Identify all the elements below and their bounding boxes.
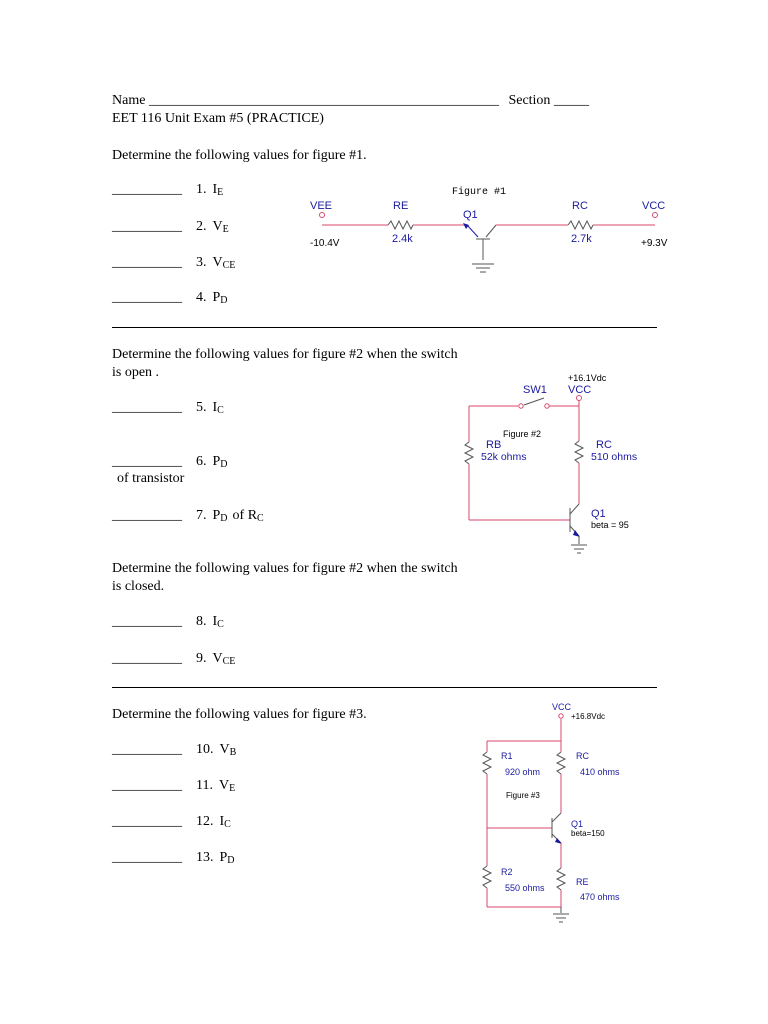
figure-3-title: Figure #3 — [506, 791, 540, 800]
answer-blank[interactable]: __________ — [112, 255, 182, 270]
question-number: 2. — [196, 219, 207, 234]
subscript: B — [229, 747, 237, 758]
supply-value: +16.8Vdc — [571, 712, 606, 721]
subscript: C — [217, 619, 224, 630]
subscript: E — [229, 783, 236, 794]
question-1 — [112, 182, 223, 200]
beta-value: beta = 95 — [591, 520, 629, 530]
question-number: 8. — [196, 614, 207, 629]
tail-subscript: C — [257, 513, 264, 524]
answer-blank[interactable]: __________ — [112, 400, 182, 415]
r2-label: R2 — [501, 867, 513, 877]
instruction-3-line2: is closed. — [112, 579, 165, 594]
subscript: D — [220, 295, 228, 306]
vcc-value: +9.3V — [641, 238, 668, 249]
r2-resistor — [483, 866, 491, 888]
answer-blank[interactable]: __________ — [112, 651, 182, 666]
rc-value: 410 ohms — [580, 767, 620, 777]
answer-blank[interactable]: __________ — [112, 454, 182, 469]
question-number: 5. — [196, 400, 207, 415]
rc-value: 2.7k — [571, 233, 592, 245]
q1-emitter — [467, 225, 478, 237]
exam-title: EET 116 Unit Exam #5 (PRACTICE) — [112, 111, 324, 126]
figure-1-title: Figure #1 — [452, 187, 507, 198]
rc-label: RC — [596, 439, 612, 451]
section-blank[interactable]: _____ — [553, 93, 589, 108]
answer-blank[interactable]: __________ — [112, 850, 182, 865]
question-5 — [112, 400, 224, 418]
r1-value: 920 ohm — [505, 767, 541, 777]
symbol: V — [212, 255, 223, 270]
vcc-terminal — [653, 213, 658, 218]
symbol: P — [212, 290, 221, 305]
rc-resistor — [557, 752, 565, 774]
figure-1-schematic — [300, 180, 690, 280]
figure-2-schematic — [455, 368, 665, 558]
question-10 — [112, 742, 236, 760]
question-number: 4. — [196, 290, 207, 305]
symbol: I — [212, 182, 218, 197]
rb-label: RB — [486, 439, 502, 451]
q1-label: Q1 — [591, 508, 606, 520]
question-number: 3. — [196, 255, 207, 270]
subscript: CE — [222, 656, 236, 667]
divider — [112, 327, 657, 328]
question-number: 13. — [196, 850, 214, 865]
rc-label: RC — [572, 200, 588, 212]
vcc-terminal — [559, 714, 563, 718]
symbol: I — [219, 814, 225, 829]
question-7 — [112, 508, 264, 526]
q1-label: Q1 — [571, 819, 584, 829]
re-label: RE — [576, 877, 589, 887]
q1-collector — [486, 225, 496, 237]
answer-blank[interactable]: __________ — [112, 182, 182, 197]
instruction-2-line1: Determine the following values for figure #2 when the switch — [112, 347, 458, 362]
symbol: P — [219, 850, 228, 865]
answer-blank[interactable]: __________ — [112, 814, 182, 829]
figure-2-title: Figure #2 — [503, 429, 542, 439]
vcc-terminal — [577, 396, 582, 401]
subscript: CE — [222, 260, 236, 271]
rc-label: RC — [576, 751, 589, 761]
subscript: C — [217, 405, 224, 416]
instruction-1: Determine the following values for figure #1. — [112, 148, 367, 163]
rc-resistor — [575, 441, 583, 463]
q1-label: Q1 — [463, 209, 478, 221]
question-number: 11. — [196, 778, 213, 793]
question-4 — [112, 290, 228, 308]
r2-value: 550 ohms — [505, 883, 545, 893]
question-number: 6. — [196, 454, 207, 469]
subscript: E — [222, 224, 229, 235]
question-2 — [112, 219, 229, 237]
question-number: 9. — [196, 651, 207, 666]
vee-terminal — [320, 213, 325, 218]
supply-value: +16.1Vdc — [568, 373, 607, 383]
answer-blank[interactable]: __________ — [112, 290, 182, 305]
instruction-2-line2: is open . — [112, 365, 160, 380]
subscript: D — [220, 459, 228, 470]
instruction-4: Determine the following values for figure #3. — [112, 707, 367, 722]
question-number: 7. — [196, 508, 207, 523]
switch-blade — [524, 398, 544, 405]
question-8 — [112, 614, 224, 632]
question-3 — [112, 255, 235, 273]
re-resistor — [557, 868, 565, 890]
question-number: 1. — [196, 182, 207, 197]
answer-blank[interactable]: __________ — [112, 219, 182, 234]
switch-contact — [545, 404, 549, 408]
question-9 — [112, 651, 235, 669]
name-line — [112, 93, 589, 109]
symbol: I — [212, 400, 218, 415]
question-11 — [112, 778, 235, 796]
question-number: 10. — [196, 742, 214, 757]
re-label: RE — [393, 200, 409, 212]
answer-blank[interactable]: __________ — [112, 742, 182, 757]
sw1-label: SW1 — [523, 384, 547, 396]
r1-resistor — [483, 752, 491, 774]
symbol: V — [212, 651, 223, 666]
symbol: P — [212, 454, 221, 469]
q1-arrow — [463, 223, 469, 229]
answer-blank[interactable]: __________ — [112, 778, 182, 793]
symbol: V — [212, 219, 223, 234]
subscript: C — [224, 819, 231, 830]
name-label: Name — [112, 93, 146, 108]
instruction-3-line1: Determine the following values for figure #2 when the switch — [112, 561, 458, 576]
rc-value: 510 ohms — [591, 451, 638, 463]
switch-contact — [519, 404, 523, 408]
symbol: I — [212, 614, 218, 629]
question-13 — [112, 850, 235, 868]
vcc-label: VCC — [552, 702, 572, 712]
vcc-label: VCC — [642, 200, 666, 212]
answer-blank[interactable]: __________ — [112, 614, 182, 629]
re-value: 470 ohms — [580, 892, 620, 902]
rb-resistor — [465, 442, 473, 464]
r1-label: R1 — [501, 751, 513, 761]
beta-value: beta=150 — [571, 829, 605, 838]
subscript: D — [227, 855, 235, 866]
question-6 — [112, 454, 228, 472]
re-resistor — [388, 221, 413, 229]
question-number: 12. — [196, 814, 214, 829]
re-value: 2.4k — [392, 233, 413, 245]
figure-3-schematic — [470, 698, 650, 928]
subscript: E — [217, 187, 224, 198]
vcc-label: VCC — [568, 384, 592, 396]
symbol: V — [218, 778, 230, 793]
question-12 — [112, 814, 231, 832]
divider — [112, 687, 657, 688]
question-6-extra: of transistor — [117, 471, 185, 486]
subscript: D — [220, 513, 228, 524]
vee-value: -10.4V — [310, 238, 340, 249]
q1-collector — [552, 813, 561, 822]
vee-label: VEE — [310, 200, 333, 212]
answer-blank[interactable]: __________ — [112, 508, 182, 523]
symbol: P — [212, 508, 221, 523]
rc-resistor — [568, 221, 593, 229]
rb-value: 52k ohms — [481, 451, 527, 463]
q1-collector — [570, 504, 579, 514]
name-blank[interactable]: __________________________________________________ — [148, 93, 499, 108]
tail-text: of R — [232, 508, 258, 523]
symbol: V — [219, 742, 230, 757]
section-label: Section — [508, 93, 551, 108]
